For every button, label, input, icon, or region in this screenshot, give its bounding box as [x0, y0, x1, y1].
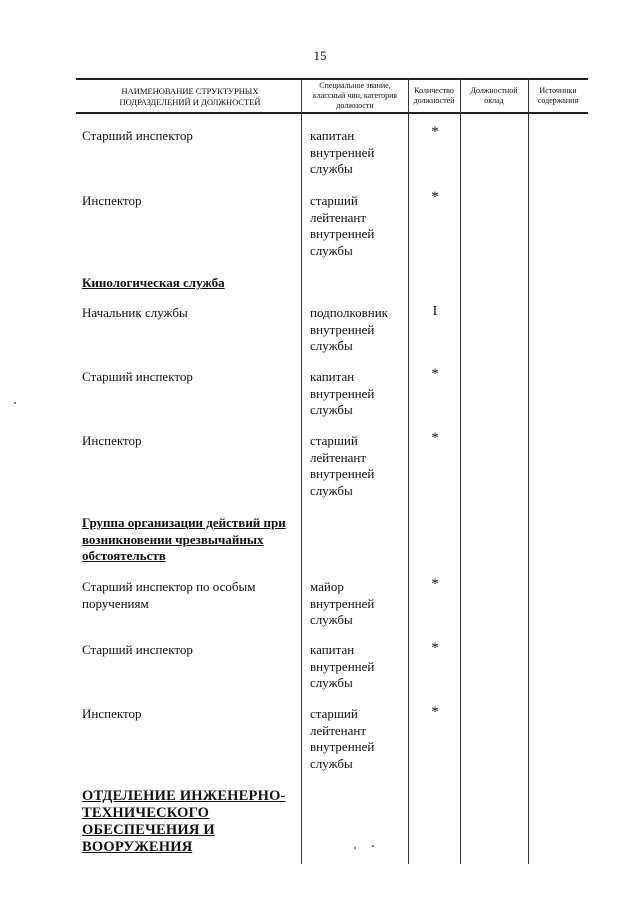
department-heading: ОТДЕЛЕНИЕ ИНЖЕНЕРНО-ТЕХНИЧЕСКОГО ОБЕСПЕЧЕНИЯ И ВООРУЖЕНИЯ — [82, 788, 286, 855]
position-count: * — [431, 640, 439, 656]
position-rank: подполковник внутренней службы — [310, 305, 388, 353]
position-count: I — [432, 304, 438, 319]
position-rank: старший лейтенант внутренней службы — [310, 193, 375, 258]
column-divider-1 — [301, 78, 302, 864]
position-name: Инспектор — [82, 433, 142, 448]
section-heading: Кинологическая служба — [82, 275, 225, 290]
table-top-rule — [76, 78, 588, 80]
position-count: * — [431, 366, 439, 382]
scan-speck — [354, 847, 356, 849]
position-rank: майор внутренней службы — [310, 579, 375, 627]
header-salary: Должностной оклад — [470, 86, 518, 105]
position-name: Инспектор — [82, 193, 142, 208]
position-name: Старший инспектор — [82, 128, 193, 143]
position-count: * — [431, 576, 439, 592]
position-count: * — [431, 430, 439, 446]
position-rank: капитан внутренней службы — [310, 642, 375, 690]
position-count: * — [431, 189, 439, 205]
position-count: * — [431, 704, 439, 720]
position-name: Инспектор — [82, 706, 142, 721]
position-count: * — [431, 124, 439, 140]
position-name: Старший инспектор по особым поручениям — [82, 579, 256, 611]
position-rank: капитан внутренней службы — [310, 128, 375, 176]
position-rank: капитан внутренней службы — [310, 369, 375, 417]
header-count: Количество должностей — [413, 86, 455, 105]
header-bottom-rule — [76, 112, 588, 114]
scan-speck — [372, 845, 374, 847]
position-name: Начальник службы — [82, 305, 188, 320]
scan-speck — [14, 402, 16, 404]
position-rank: старший лейтенант внутренней службы — [310, 433, 375, 498]
header-structure-name: НАИМЕНОВАНИЕ СТРУКТУРНЫХ ПОДРАЗДЕЛЕНИЙ И ДОЛЖНОСТЕЙ — [119, 86, 261, 107]
header-rank: Специальное звание, классный чин, категория должности — [312, 81, 398, 110]
position-name: Старший инспектор — [82, 369, 193, 384]
section-heading: Группа организации действий при возникновении чрезвычайных обстоятельств — [82, 515, 286, 563]
page-number: 15 — [313, 48, 327, 63]
column-divider-4 — [528, 78, 529, 864]
position-rank: старший лейтенант внутренней службы — [310, 706, 375, 771]
header-source: Источники содержания — [537, 86, 579, 105]
position-name: Старший инспектор — [82, 642, 193, 657]
